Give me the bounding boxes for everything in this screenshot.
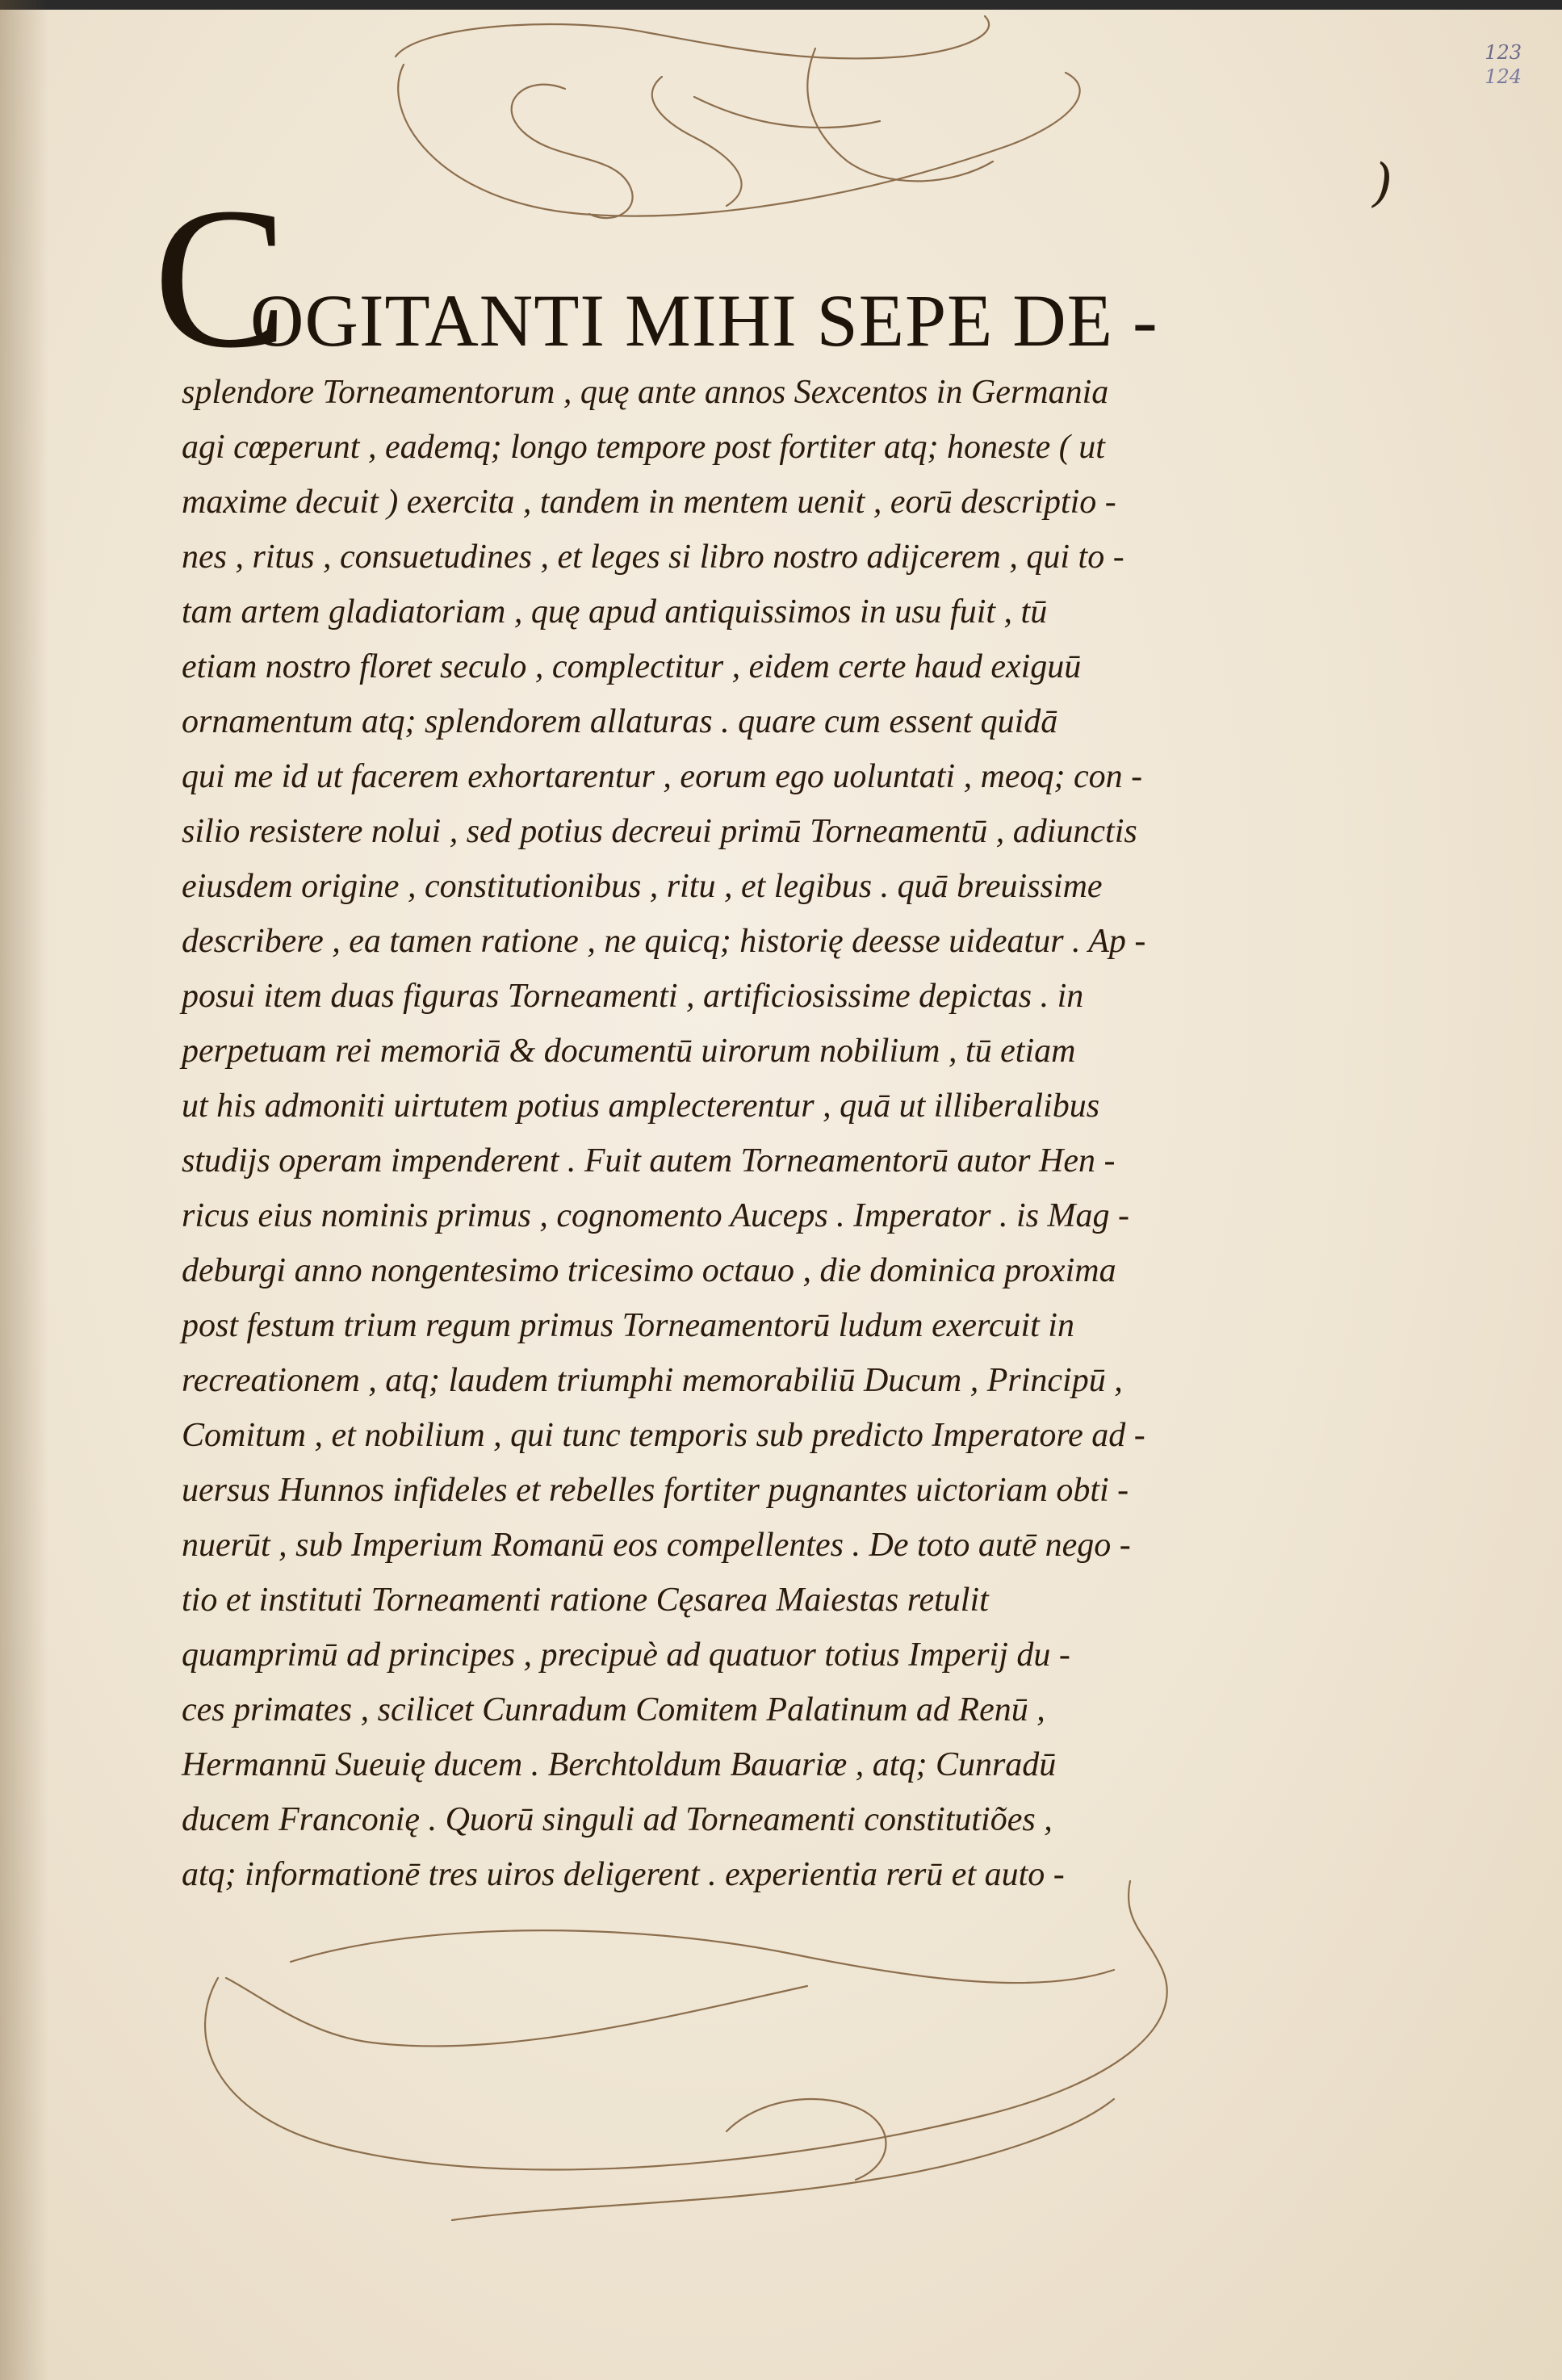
text-line: ut his admoniti uirtutem potius amplecterentur , quā ut illiberalibus xyxy=(182,1087,1100,1125)
text-line: uersus Hunnos infideles et rebelles fortiter pugnantes uictoriam obti - xyxy=(182,1472,1129,1509)
heading-text: OGITANTI MIHI SEPE DE - xyxy=(250,279,1158,362)
bottom-flourish-loop-main xyxy=(205,1881,1167,2169)
text-line: Hermannū Sueuię ducem . Berchtoldum Bauariæ , atq; Cunradū xyxy=(182,1746,1057,1783)
text-line: agi cœperunt , eademq; longo tempore post fortiter atq; honeste ( ut xyxy=(182,429,1105,466)
folio-numbers xyxy=(1485,40,1522,89)
text-line: ducem Franconię . Quorū singuli ad Torneamenti constitutiões , xyxy=(182,1801,1053,1838)
text-line: splendore Torneamentorum , quę ante annos Sexcentos in Germania xyxy=(182,374,1109,411)
text-line: qui me id ut facerem exhortarentur , eorum ego uoluntati , meoq; con - xyxy=(182,758,1143,795)
top-flourish-s-2 xyxy=(652,77,742,206)
text-line: nuerūt , sub Imperium Romanū eos compellentes . De toto autē nego - xyxy=(182,1527,1131,1564)
text-line: ornamentum atq; splendorem allaturas . quare cum essent quidā xyxy=(182,703,1058,740)
text-line: tam artem gladiatoriam , quę apud antiquissimos in usu fuit , tū xyxy=(182,593,1048,631)
text-line: silio resistere nolui , sed potius decreui primū Torneamentū , adiunctis xyxy=(182,813,1137,850)
text-line: posui item duas figuras Torneamenti , artificiosissime depictas . in xyxy=(182,978,1084,1015)
bottom-flourish-tail xyxy=(226,1978,807,2047)
bottom-flourish-sweep xyxy=(452,2099,1114,2220)
text-line: tio et instituti Torneamenti ratione Cęsarea Maiestas retulit xyxy=(182,1582,989,1619)
manuscript-text xyxy=(182,365,1247,1902)
text-line: ricus eius nominis primus , cognomento Auceps . Imperator . is Mag - xyxy=(182,1197,1129,1234)
top-flourish-arc xyxy=(807,48,993,181)
folio-number-current: 123 xyxy=(1485,41,1522,64)
bottom-flourish-hook xyxy=(727,2099,886,2180)
text-line: nes , ritus , consuetudines , et leges si libro nostro adijcerem , qui to - xyxy=(182,538,1124,576)
text-line: recreationem , atq; laudem triumphi memorabiliū Ducum , Principū , xyxy=(182,1362,1123,1399)
text-line: post festum trium regum primus Torneamentorū ludum exercuit in xyxy=(182,1307,1074,1344)
text-line: Comitum , et nobilium , qui tunc temporis sub predicto Imperatore ad - xyxy=(182,1417,1145,1454)
folio-number-previous: 124 xyxy=(1485,65,1522,88)
top-flourish-stroke xyxy=(694,97,880,128)
text-line: atq; informationē tres uiros deligerent . experientia rerū et auto - xyxy=(182,1856,1065,1893)
text-line: deburgi anno nongentesimo tricesimo octauo , die dominica proxima xyxy=(182,1252,1116,1289)
gathering-mark: ) xyxy=(1372,153,1392,213)
text-line: describere , ea tamen ratione , ne quicq; historię deesse uideatur . Ap - xyxy=(182,923,1146,960)
text-line: ces primates , scilicet Cunradum Comitem Palatinum ad Renū , xyxy=(182,1691,1045,1728)
text-line: eiusdem origine , constitutionibus , ritu , et legibus . quā breuissime xyxy=(182,868,1103,905)
text-line: perpetuam rei memoriā & documentū uirorum nobilium , tū etiam xyxy=(182,1033,1076,1070)
decorated-initial: C xyxy=(153,166,288,390)
text-line: quamprimū ad principes , precipuè ad quatuor totius Imperij du - xyxy=(182,1636,1070,1674)
bottom-flourish-loop-inner xyxy=(291,1930,1114,1983)
text-line: studijs operam impenderent . Fuit autem Torneamentorū autor Hen - xyxy=(182,1142,1116,1180)
top-flourish-loop-1 xyxy=(396,16,989,59)
text-line: etiam nostro floret seculo , complectitur , eidem certe haud exiguū xyxy=(182,648,1082,685)
opening-heading xyxy=(153,166,1284,390)
text-line: maxime decuit ) exercita , tandem in mentem uenit , eorū descriptio - xyxy=(182,484,1116,521)
